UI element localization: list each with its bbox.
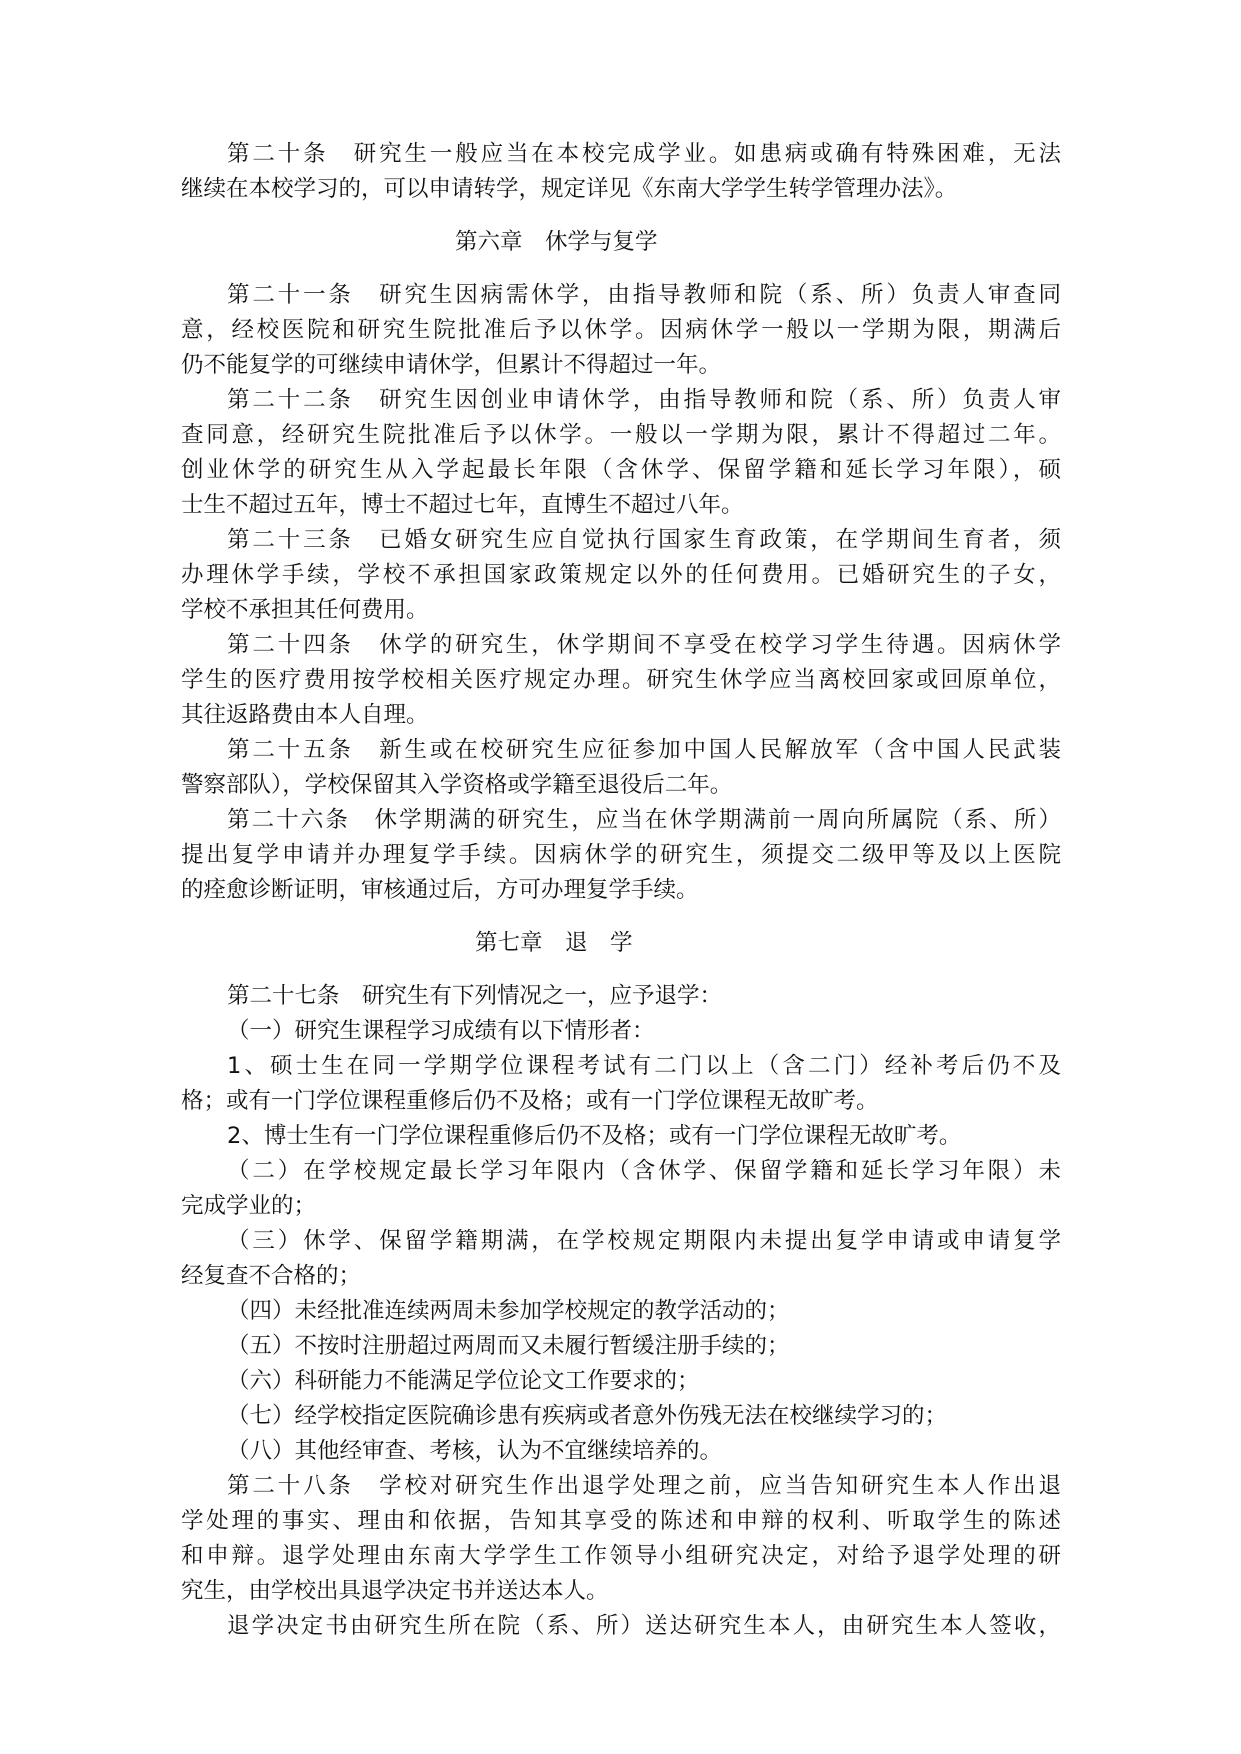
text-line: 格；或有一门学位课程重修后仍不及格；或有一门学位课程无故旷考。 — [181, 1088, 879, 1114]
text-line: 的痊愈诊断证明，审核通过后，方可办理复学手续。 — [181, 877, 699, 903]
text-line: 第二十四条 休学的研究生，休学期间不享受在校学习学生待遇。因病休学 — [227, 632, 1061, 658]
text-line: 仍不能复学的可继续申请休学，但累计不得超过一年。 — [181, 352, 722, 378]
text-line: 查同意，经研究生院批准后予以休学。一般以一学期为限，累计不得超过二年。 — [181, 422, 1061, 448]
document-page — [181, 137, 1061, 1644]
article-paragraph — [181, 733, 1061, 803]
text-line: （四）未经批准连续两周未参加学校规定的教学活动的； — [227, 1298, 790, 1324]
article-paragraph — [181, 1434, 1061, 1469]
text-line: （五）不按时注册超过两周而又未履行暂缓注册手续的； — [227, 1333, 790, 1359]
article-paragraph — [181, 1294, 1061, 1329]
text-line: 第二十条 研究生一般应当在本校完成学业。如患病或确有特殊困难，无法 — [227, 141, 1061, 167]
article-paragraph — [181, 1609, 1061, 1644]
text-line: 意，经校医院和研究生院批准后予以休学。因病休学一般以一学期为限，期满后 — [181, 317, 1061, 343]
text-line: 第二十七条 研究生有下列情况之一，应予退学： — [227, 983, 723, 1009]
article-paragraph — [181, 383, 1061, 523]
text-line: 完成学业的； — [181, 1193, 317, 1219]
text-line: （三）休学、保留学籍期满，在学校规定期限内未提出复学申请或申请复学 — [227, 1228, 1061, 1254]
text-line: 1、硕士生在同一学期学位课程考试有二门以上（含二门）经补考后仍不及 — [227, 1053, 1061, 1079]
text-line: 警察部队），学校保留其入学资格或学籍至退役后二年。 — [181, 772, 733, 798]
text-line: 学校不承担其任何费用。 — [181, 597, 429, 623]
chapter-heading: 第七章 退 学 — [475, 930, 633, 956]
text-line: 办理休学手续，学校不承担国家政策规定以外的任何费用。已婚研究生的子女， — [181, 562, 1061, 588]
text-line: 第二十八条 学校对研究生作出退学处理之前，应当告知研究生本人作出退 — [227, 1473, 1061, 1499]
article-paragraph — [181, 137, 1061, 207]
text-line: 第二十五条 新生或在校研究生应征参加中国人民解放军（含中国人民武装 — [227, 737, 1061, 763]
article-paragraph — [181, 1364, 1061, 1399]
text-line: 和申辩。退学处理由东南大学学生工作领导小组研究决定，对给予退学处理的研 — [181, 1543, 1061, 1569]
article-paragraph — [181, 1154, 1061, 1224]
text-line: 退学决定书由研究生所在院（系、所）送达研究生本人，由研究生本人签收， — [227, 1613, 1061, 1639]
text-line: 究生，由学校出具退学决定书并送达本人。 — [181, 1578, 609, 1604]
text-line: 提出复学申请并办理复学手续。因病休学的研究生，须提交二级甲等及以上医院 — [181, 842, 1061, 868]
text-line: 学生的医疗费用按学校相关医疗规定办理。研究生休学应当离校回家或回原单位， — [181, 667, 1061, 693]
article-paragraph — [181, 979, 1061, 1014]
article-paragraph — [181, 1119, 1061, 1154]
text-line: 经复查不合格的； — [181, 1263, 362, 1289]
text-line: （七）经学校指定医院确诊患有疾病或者意外伤残无法在校继续学习的； — [227, 1403, 948, 1429]
text-line: 第二十三条 已婚女研究生应自觉执行国家生育政策，在学期间生育者，须 — [227, 527, 1061, 553]
text-line: 2、博士生有一门学位课程重修后仍不及格；或有一门学位课程无故旷考。 — [227, 1123, 962, 1149]
chapter-heading: 第六章 休学与复学 — [455, 229, 658, 255]
article-paragraph — [181, 523, 1061, 628]
article-paragraph — [181, 803, 1061, 908]
text-line: 学处理的事实、理由和依据，告知其享受的陈述和申辩的权利、听取学生的陈述 — [181, 1508, 1061, 1534]
text-line: 第二十一条 研究生因病需休学，由指导教师和院（系、所）负责人审查同 — [227, 282, 1061, 308]
article-paragraph — [181, 1399, 1061, 1434]
article-paragraph — [181, 1469, 1061, 1609]
text-line: （二）在学校规定最长学习年限内（含休学、保留学籍和延长学习年限）未 — [227, 1158, 1061, 1184]
article-paragraph — [181, 1224, 1061, 1294]
article-paragraph — [181, 1329, 1061, 1364]
text-line: 其往返路费由本人自理。 — [181, 702, 429, 728]
article-paragraph — [181, 628, 1061, 733]
text-line: 继续在本校学习的，可以申请转学，规定详见《东南大学学生转学管理办法》。 — [181, 176, 958, 202]
text-line: （八）其他经审查、考核，认为不宜继续培养的。 — [227, 1438, 723, 1464]
text-line: 创业休学的研究生从入学起最长年限（含休学、保留学籍和延长学习年限），硕 — [181, 457, 1061, 483]
text-line: （六）科研能力不能满足学位论文工作要求的； — [227, 1368, 700, 1394]
text-line: 士生不超过五年，博士不超过七年，直博生不超过八年。 — [181, 492, 744, 518]
article-paragraph — [181, 1049, 1061, 1119]
text-line: 第二十六条 休学期满的研究生，应当在休学期满前一周向所属院（系、所） — [227, 807, 1061, 833]
text-line: （一）研究生课程学习成绩有以下情形者： — [227, 1018, 655, 1044]
text-line: 第二十二条 研究生因创业申请休学，由指导教师和院（系、所）负责人审 — [227, 387, 1061, 413]
article-paragraph — [181, 1014, 1061, 1049]
article-paragraph — [181, 278, 1061, 383]
